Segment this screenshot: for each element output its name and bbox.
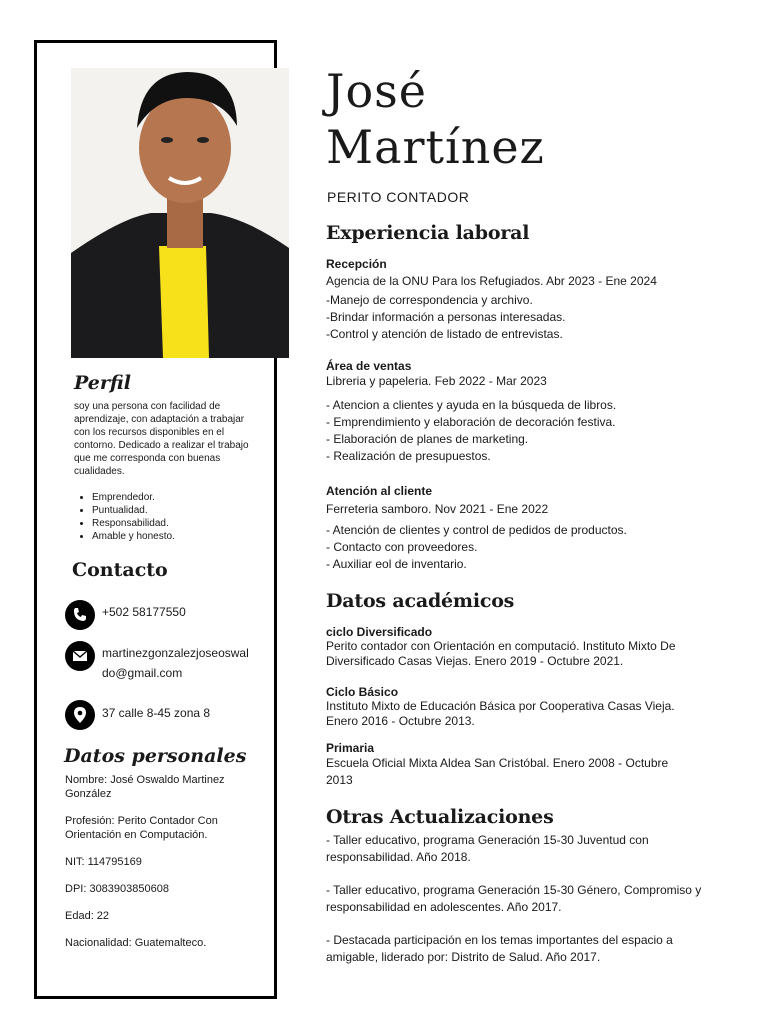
job-task: -Brindar información a personas interesadas. bbox=[326, 310, 566, 324]
skills-list bbox=[74, 491, 262, 543]
education-item bbox=[326, 625, 746, 669]
address-text: 37 calle 8-45 zona 8 bbox=[102, 706, 211, 720]
education-section bbox=[326, 590, 746, 789]
personal-profession-line1: Profesión: Perito Contador Con bbox=[65, 815, 218, 827]
education-title: Primaria bbox=[326, 741, 375, 755]
email-text-line2[interactable]: do@gmail.com bbox=[102, 666, 183, 680]
education-line: Instituto Mixto de Educación Básica por Cooperativa Casas Vieja. bbox=[326, 699, 675, 713]
email-text-line1[interactable]: martinezgonzalezjoseoswal bbox=[102, 646, 249, 660]
update-item bbox=[326, 932, 746, 966]
personal-nationality: Nacionalidad: Guatemalteco. bbox=[65, 937, 207, 949]
personal-age: Edad: 22 bbox=[65, 910, 110, 922]
profile-text: soy una persona con facilidad de aprendizaje, con adaptación a trabajar con los recursos disponibles en el contorno. Dedicado a realizar el trabajo que me corresponda con buenas cualidades. bbox=[74, 401, 249, 477]
update-line: - Taller educativo, programa Generación 15-30 Género, Compromiso y bbox=[326, 883, 702, 897]
skill-item: • Emprendedor. bbox=[92, 491, 262, 504]
experience-section bbox=[326, 222, 746, 573]
personal-details bbox=[65, 773, 265, 950]
job-task: - Auxiliar eol de inventario. bbox=[326, 557, 467, 571]
update-line: - Destacada participación en los temas importantes del espacio a bbox=[326, 933, 673, 947]
skill-item: • Responsabilidad. bbox=[92, 517, 262, 530]
update-line: - Taller educativo, programa Generación 15-30 Juventud con bbox=[326, 833, 649, 847]
update-line: responsabilidad en adolescentes. Año 2017. bbox=[326, 900, 562, 914]
phone-text[interactable]: +502 58177550 bbox=[102, 605, 186, 619]
education-line: Escuela Oficial Mixta Aldea San Cristóbal. Enero 2008 - Octubre bbox=[326, 756, 669, 770]
email-icon bbox=[65, 641, 95, 671]
personal-dpi: DPI: 3083903850608 bbox=[65, 883, 169, 895]
job-place: Agencia de la ONU Para los Refugiados. Abr 2023 - Ene 2024 bbox=[326, 274, 657, 288]
personal-name-line2: González bbox=[65, 788, 112, 800]
job-item bbox=[326, 257, 746, 343]
education-item bbox=[326, 741, 746, 789]
job-task: - Atención de clientes y control de pedidos de productos. bbox=[326, 523, 627, 537]
job-task: -Manejo de correspondencia y archivo. bbox=[326, 293, 533, 307]
profile-photo bbox=[71, 68, 289, 358]
job-place: Ferreteria samboro. Nov 2021 - Ene 2022 bbox=[326, 502, 549, 516]
job-task: - Contacto con proveedores. bbox=[326, 540, 478, 554]
education-title: Ciclo Básico bbox=[326, 685, 399, 699]
update-item bbox=[326, 882, 746, 916]
name-first: José bbox=[326, 64, 427, 118]
phone-icon bbox=[65, 600, 95, 630]
personal-name-line1: Nombre: José Oswaldo Martinez bbox=[65, 774, 225, 786]
job-task: - Realización de presupuestos. bbox=[326, 449, 491, 463]
education-heading: Datos académicos bbox=[326, 590, 515, 612]
update-line: responsabilidad. Año 2018. bbox=[326, 850, 471, 864]
profile-heading: Perfil bbox=[74, 372, 131, 394]
education-line: 2013 bbox=[326, 773, 353, 787]
updates-section bbox=[326, 806, 746, 966]
job-item bbox=[326, 484, 746, 573]
personal-heading: Datos personales bbox=[64, 745, 247, 767]
job-task: - Elaboración de planes de marketing. bbox=[326, 432, 529, 446]
job-title: Atención al cliente bbox=[326, 484, 433, 498]
education-title: ciclo Diversificado bbox=[326, 625, 433, 639]
role-title: PERITO CONTADOR bbox=[327, 189, 470, 205]
skill-item: • Amable y honesto. bbox=[92, 530, 262, 543]
job-task: - Atencion a clientes y ayuda en la búsqueda de libros. bbox=[326, 398, 617, 412]
education-line: Perito contador con Orientación en computació. Instituto Mixto De bbox=[326, 639, 676, 653]
location-icon bbox=[65, 700, 95, 730]
job-title: Área de ventas bbox=[326, 359, 412, 373]
experience-heading: Experiencia laboral bbox=[326, 222, 530, 244]
personal-profession-line2: Orientación en Computación. bbox=[65, 829, 208, 841]
updates-heading: Otras Actualizaciones bbox=[326, 806, 554, 828]
personal-nit: NIT: 114795169 bbox=[65, 856, 142, 868]
education-line: Diversificado Casas Viejas. Enero 2019 - Octubre 2021. bbox=[326, 654, 624, 668]
job-place: Libreria y papeleria. Feb 2022 - Mar 2023 bbox=[326, 374, 547, 388]
education-item bbox=[326, 685, 746, 729]
name-last: Martínez bbox=[326, 120, 545, 174]
job-task: - Emprendimiento y elaboración de decoración festiva. bbox=[326, 415, 616, 429]
education-line: Enero 2016 - Octubre 2013. bbox=[326, 714, 475, 728]
job-task: -Control y atención de listado de entrevistas. bbox=[326, 327, 563, 341]
update-item bbox=[326, 832, 746, 866]
skill-item: • Puntualidad. bbox=[92, 504, 262, 517]
job-title: Recepción bbox=[326, 257, 387, 271]
update-line: amigable, liderado por: Distrito de Salud. Año 2017. bbox=[326, 950, 601, 964]
job-item bbox=[326, 359, 746, 465]
contact-heading: Contacto bbox=[72, 559, 168, 581]
